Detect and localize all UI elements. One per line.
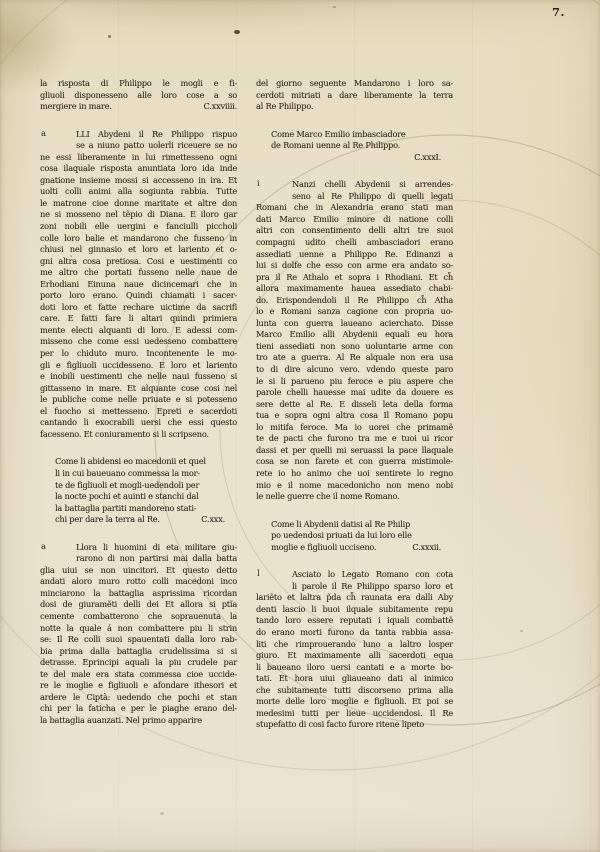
text-line: facesseno. Et coniuramento si li scripseno. bbox=[40, 428, 209, 439]
text-line: uolti colli animi alla sogiunta rabbia. Tutte bbox=[40, 186, 237, 197]
text-line: tieni assediati non sono uoluntarie arme con bbox=[256, 340, 453, 351]
text-line: Romani che in Alexandria erano stati man bbox=[256, 202, 453, 213]
text-line: re le moglie e figliuoli e afondare ithesori et bbox=[40, 680, 237, 691]
page-number: 7. bbox=[552, 5, 566, 19]
text-line: la battaglia auanzati. Nel primo apparire bbox=[40, 714, 202, 725]
continuation-block bbox=[256, 78, 453, 113]
text-line: gittasseno in mare. Et alquante cose cosi nel bbox=[40, 382, 237, 393]
foxing-speck bbox=[234, 30, 240, 34]
text-line: glia uiui se non uincitori. Et questo detto bbox=[40, 564, 237, 575]
text-line: tro ate a guerra. Al Re alquale non era usa bbox=[256, 352, 453, 363]
paragraph-block bbox=[40, 129, 237, 441]
text-line: ne essi liberamente in lui rimettesseno ogni bbox=[40, 151, 237, 162]
text-line: cantando li exocrabili uersi che essi questo bbox=[40, 417, 237, 428]
text-line: doti loro et fatte rechare uictime da sacrifi bbox=[40, 301, 237, 312]
text-line: detrasse. Eprincipi aquali la piu crudele par bbox=[40, 657, 237, 668]
chapter-ref: C.xxxii. bbox=[412, 541, 441, 552]
guide-letter: l bbox=[257, 569, 260, 580]
right-text-column bbox=[256, 78, 453, 731]
text-line: andati aloro muro rotto colli macedoni inco bbox=[40, 576, 237, 587]
text-line: compagni udito chelli ambasciadori erano bbox=[256, 237, 453, 248]
text-line: cosa ilaquale risposta anuntiata loro ida inde bbox=[40, 163, 237, 174]
text-line: cemente combatterono che soprauenuta la bbox=[40, 610, 237, 621]
text-line: lariẽto et laltra p̃da ch̃ raunata era dalli Aby bbox=[256, 592, 453, 603]
text-line: lo e Romani sanza cagione con propria uo- bbox=[256, 306, 453, 317]
text-line: chiusi nel ginnasio et loro et lariento et o- bbox=[40, 244, 237, 255]
guide-letter: a bbox=[41, 541, 47, 552]
text-line: altri con consentimento delli altri tre suoi bbox=[256, 225, 453, 236]
text-line: al Re Philippo. bbox=[256, 101, 314, 112]
line-text: chi per dare la terra al Re. bbox=[55, 514, 160, 525]
text-line: mio e il nome macedonicho non meno nobi bbox=[256, 479, 453, 490]
text-line: chi per la faticha e per le piaghe erano del- bbox=[40, 703, 237, 714]
text-line: lunta con guerra laueano acierchato. Disse bbox=[256, 317, 453, 328]
text-line: gli e figliuoli uccidesseno. E loro et lariento bbox=[40, 359, 237, 370]
text-line: cosa se non farete et con guerra mistimole- bbox=[256, 456, 453, 467]
text-line: la nocte pochi et auinti e stanchi dal bbox=[55, 491, 199, 502]
text-line: do. Erispondendoli il Re Philippo ch̃ Atha bbox=[256, 294, 453, 305]
text-line: gni altra cosa pretiosa. Cosi e uestimenti co bbox=[40, 255, 237, 266]
text-line: le nelle guerre che il nome Romano. bbox=[256, 491, 400, 502]
text-line: se: Il Re colli suoi spauentati dalla loro rab- bbox=[40, 634, 237, 645]
paragraph-block bbox=[256, 179, 453, 502]
foxing-speck bbox=[108, 35, 111, 38]
foxing-speck bbox=[333, 6, 336, 8]
text-line: dosi de giuramẽti delli dei Et allora si ptĩa bbox=[40, 599, 237, 610]
text-line: rarono di non partirsi mai dalla batta bbox=[76, 553, 237, 564]
foxing-speck bbox=[520, 630, 523, 632]
text-line: se a niuno patto uolerli riceuere se no bbox=[76, 140, 237, 151]
text-line: assediati uenne a Philippo Re. Edinanzi a bbox=[256, 248, 453, 259]
text-line: care. E fatti fare li altari quindi primiera bbox=[40, 313, 237, 324]
text-line: pra il Re Athalo et sopra i Rhodiani. Et ch̃ bbox=[256, 271, 453, 282]
heading-block bbox=[40, 456, 237, 525]
text-line: sere dette al Re. E disseli leta della forma bbox=[256, 398, 453, 409]
text-line: seno al Re Philippo di quelli legati bbox=[292, 190, 453, 201]
text-line bbox=[256, 152, 453, 164]
text-line: to di dire alcuno vero. vdendo queste paro bbox=[256, 364, 453, 375]
text-line: morte delle loro moglie e figliuoli. Et poi se bbox=[256, 696, 453, 707]
text-line: e inobili uestimenti che nelle naui fusseno si bbox=[40, 371, 237, 382]
text-line: le si li parueno piu feroce e piu aspere che bbox=[256, 375, 453, 386]
text-line: medesimi tutti per lieue uccidendosi. Il Re bbox=[256, 707, 453, 718]
text-line: misseno che come essi uedesseno combattere bbox=[40, 336, 237, 347]
text-line: le matrone cioe donne maritate et altre don bbox=[40, 197, 237, 208]
text-line: do erano morti furono da tanta rabbia assa- bbox=[256, 626, 453, 637]
text-line: li baueano iloro uersi cantati e a morte bo- bbox=[256, 661, 453, 672]
text-line: me altro che portati fusseno nelle naue de bbox=[40, 267, 237, 278]
text-line: colle loro balie et mandarono che fusseno in bbox=[40, 232, 237, 243]
text-line bbox=[40, 514, 237, 526]
text-line: Nanzi chelli Abydenii si arrendes- bbox=[292, 179, 453, 190]
line-text: moglie e figliuoli ucciseno. bbox=[271, 541, 377, 552]
text-line: per lo chiduto muro. Incontenente le mo- bbox=[40, 348, 237, 359]
text-line: Asciato lo Legato Romano con cota bbox=[292, 569, 453, 580]
text-line: stupefatto di cosi facto furore ritene lipeto bbox=[256, 719, 425, 730]
text-line: lo mitifa feroce. Ma io uorei che primamẽ bbox=[256, 421, 453, 432]
text-line bbox=[40, 101, 237, 113]
text-line bbox=[256, 542, 453, 554]
text-line: tando loro essere reputati i iquali combattẽ bbox=[256, 615, 453, 626]
line-text: mergiere in mare. bbox=[40, 101, 112, 112]
text-line: Llora li huomini di eta militare giu- bbox=[76, 541, 237, 552]
text-line: parole chelli hauesse mai udite da douere es bbox=[256, 387, 453, 398]
text-line: rete io ho animo che uoi sentirete lo regno bbox=[256, 467, 453, 478]
text-line: Marco Emilio alli Abydenii equali eu hora bbox=[256, 329, 453, 340]
text-line: ardere le Ciptà: uedendo che pochi et stan bbox=[40, 691, 237, 702]
continuation-block bbox=[40, 78, 237, 113]
text-line: dati Marco Emilio minore di natione colli bbox=[256, 213, 453, 224]
text-line: te de pacti che furono tra me e tuoi ui ricor bbox=[256, 433, 453, 444]
text-line: liti che rimprouerando luno a laltro losper bbox=[256, 638, 453, 649]
text-line: notte la quale á non combattere piu li strin bbox=[40, 622, 237, 633]
text-line: allora maximamente hauea assediato chabi- bbox=[256, 283, 453, 294]
text-line: ne si mosseno nel tẽpio di Diana. E iloro gar bbox=[40, 209, 237, 220]
text-line: Come li Abydenii datisi al Re Philip bbox=[271, 518, 411, 529]
text-line: li parole il Re Philippo sparso loro et bbox=[292, 580, 453, 591]
text-line: Come li abidensi eo macedonii et quel bbox=[55, 456, 206, 467]
paragraph-block bbox=[256, 569, 453, 731]
text-line: bia prima dalla battaglia crudelissima si si bbox=[40, 645, 237, 656]
text-line: de Romani uenne al Re Philippo. bbox=[271, 140, 401, 151]
text-line: lui si dolfe che esso con arme era andato so- bbox=[256, 260, 453, 271]
text-line: gliuoli disponesseno alle loro cose a so bbox=[40, 89, 237, 100]
text-line: Come Marco Emilio imbasciadore bbox=[271, 128, 406, 139]
text-line: LLI Abydeni il Re Philippo rispuo bbox=[76, 128, 237, 139]
text-line: gnatione insieme mossi si accesseno in ira. Et bbox=[40, 174, 237, 185]
heading-block bbox=[256, 129, 453, 164]
heading-block bbox=[256, 519, 453, 554]
text-line: po uedendosi priuati da lui loro elle bbox=[271, 530, 412, 541]
text-line: tua e sopra ogni altra cosa Il Romano popu bbox=[256, 410, 453, 421]
text-line: che subitamente tutti discorseno prima alla bbox=[256, 684, 453, 695]
text-line: te de figliuoli et mogli-uedendoli per bbox=[55, 479, 200, 490]
text-line: tati. Et hora uiui gliaueano dati al inimico bbox=[256, 673, 453, 684]
text-line: minciarono la battaglia asprissima ricordan bbox=[40, 587, 237, 598]
chapter-ref: C.xxxI. bbox=[414, 151, 441, 162]
text-line: zoni nobili elle uergini e fanciulli piccholi bbox=[40, 221, 237, 232]
paragraph-block bbox=[40, 542, 237, 727]
text-line: te del male era stata commessa cioe uccide- bbox=[40, 668, 237, 679]
text-line: Erhodiani Einuna naue dicincemari che in bbox=[40, 278, 237, 289]
text-line: cerdoti mitriati a dare liberamente la terra bbox=[256, 89, 453, 100]
guide-letter: a bbox=[41, 128, 47, 139]
text-line: li in cui baueuano commessa la mor- bbox=[55, 467, 200, 478]
guide-letter: i bbox=[257, 179, 260, 190]
text-line: la battaglia partiti mandoreno stati- bbox=[55, 502, 197, 513]
text-line: denti lascio li buoi ilquale subitamente repu bbox=[256, 603, 453, 614]
text-line: del giorno seguente Mandarono i loro sa- bbox=[256, 78, 453, 88]
chapter-ref: C.xxviiii. bbox=[203, 101, 237, 112]
text-line: el fuocho si mettesseno. Epreti e sacerdoti bbox=[40, 405, 237, 416]
text-line: mente electi alquanti di loro. E adessi com- bbox=[40, 324, 237, 335]
text-line: porto loro erano. Quindi chiamati i sacer- bbox=[40, 290, 237, 301]
foxing-speck bbox=[160, 812, 164, 815]
left-text-column bbox=[40, 78, 237, 726]
text-line: la risposta di Philippo le mogli e fi- bbox=[40, 78, 237, 88]
text-line: le publiche come nelle priuate e si potesseno bbox=[40, 394, 237, 405]
text-line: giuro. Et maximamente alli sacerdoti equa bbox=[256, 650, 453, 661]
text-line: dassi et per quelli mi seruassi la pace llaquale bbox=[256, 444, 453, 455]
chapter-ref: C.xxx. bbox=[201, 514, 225, 525]
